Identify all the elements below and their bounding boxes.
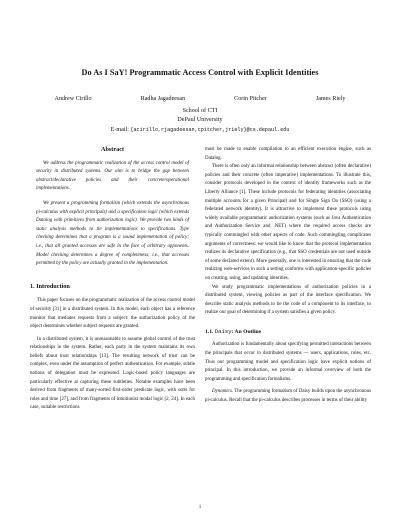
- author-name: James Riely: [315, 96, 346, 102]
- abstract-heading: Abstract: [100, 146, 125, 153]
- left-column: [30, 146, 195, 413]
- subsection-title: : An Outline: [231, 328, 262, 335]
- paper-title: Do As I SaY! Programmatic Access Control with Explicit Identities: [81, 68, 319, 77]
- body-paragraph: must be made to enable compilation to an efficient execution engine, such as Datalog.: [205, 147, 371, 161]
- body-paragraph-dynamics: [205, 388, 371, 405]
- paragraph-lead: Dynamics.: [212, 389, 233, 395]
- author-email: [0, 127, 400, 133]
- body-paragraph: In a distributed system, it is unreasonable to assume global control of the trust relationships in the system. Rather, each party in the system maintains its own beliefs about trust relationships [13]. The resulting network of trust can be complex, even under the assumption of perfect authentication. For example, subtle notions of delegation must be expressed. Logic-based policy languages are particularly effective at capturing these subtleties. Notable examples have been derived from fragments of many-sorted first-order predicate logic, with sorts for roles and time [27], and from fragments of intuitionist modal logic [2, 24]. In each case, suitable restrictions: [30, 336, 195, 411]
- author-name: Andrew Cirillo: [54, 96, 92, 102]
- author-list: [0, 96, 400, 102]
- email-label: E-mail:: [110, 127, 129, 133]
- section-heading-introduction: 1. Introduction: [30, 282, 70, 290]
- body-paragraph: This paper focuses on the programmatic realization of the access control model of security [31] in a distributed system. In this model, each object has a reference monitor that mediates requests from a subject: the authorization policy of the object determines whether subject requests are granted.: [30, 298, 195, 330]
- abstract-paragraph: We address the programmatic realization of the access control model of security in distributed systems. Our aim is to bridge the gap between abstract/declarative policies and their concrete/operational implementations.: [36, 160, 189, 192]
- affiliation-school: School of CTI: [182, 108, 218, 114]
- email-address: {acirillo,rjagadeesan,cpitcher,jriely}@cs.depaul.edu: [130, 127, 290, 133]
- affiliation-university: DePaul University: [177, 117, 223, 123]
- author-name: Corin Pitcher: [234, 96, 267, 102]
- body-paragraph: There is often only an informal relationship between abstract (often declarative) policies and their concrete (often imperative) implementations. To illustrate this, consider protocols developed in the context of identity frameworks such as the Liberty Alliance [1]. These include protocols for federating identities (associating multiple accounts for a given Principal) and for Single Sign On (SSO) (using a federated network identity). It is attractive to implement these protocols using widely available programmatic authorization systems (such as Java Authentication and Authorization Service and .NET) where the required access checks are typically commingled with other aspects of code. Such commingling complicates arguments of correctness: we would like to know that the protocol implementation realizes its declarative specification (e.g., that SSO credentials are not used outside of some declared extent). More generally, one is interested in ensuring that the code realizing web-services in such a setting conforms with application-specific policies on creating, using, and updating identities.: [205, 164, 371, 281]
- subsection-heading-outline: [205, 328, 371, 337]
- right-column: [205, 146, 371, 406]
- body-paragraph: We study programmatic implementations of authorization policies in a distributed system, viewing policies as part of the interface specification. We describe static analysis methods to tie the code of a component to its interface, to realize our goal of determining if a system satisfies a given policy.: [205, 284, 371, 316]
- subsection-number: 1.1.: [205, 328, 214, 335]
- page-number: 1: [198, 505, 202, 510]
- paragraph-text: The programming formalism of Daisy builds upon the asynchronous pi-calculus. Recall that the pi-calculus describes processes in terms of their ability: [205, 389, 371, 404]
- abstract-paragraph: We present a programming formalism (which extends the asynchronous pi-calculus with explicit principals) and a specification logic (which extends Datalog with primitives from authorization logic). We provide two kinds of static analysis methods to tie implementations to specifications. Type checking determines that a program is a sound implementation of policy; i.e., that all granted accesses are safe in the face of arbitrary opponents. Model checking determines a degree of completeness; i.e., that accesses permitted by the policy are actually granted in the implementation.: [36, 200, 189, 267]
- author-name: Radha Jagadeesan: [140, 96, 186, 102]
- body-paragraph: Authorization is fundamentally about specifying permitted interactions between the principals that occur in distributed systems — users, applications, roles, etc. Thus our programming model and specification logic have explicit notions of principal. In this introduction, we provide an informal overview of both the programming and specification formalisms.: [205, 342, 371, 382]
- subsection-name-daisy: Daisy: [214, 327, 232, 335]
